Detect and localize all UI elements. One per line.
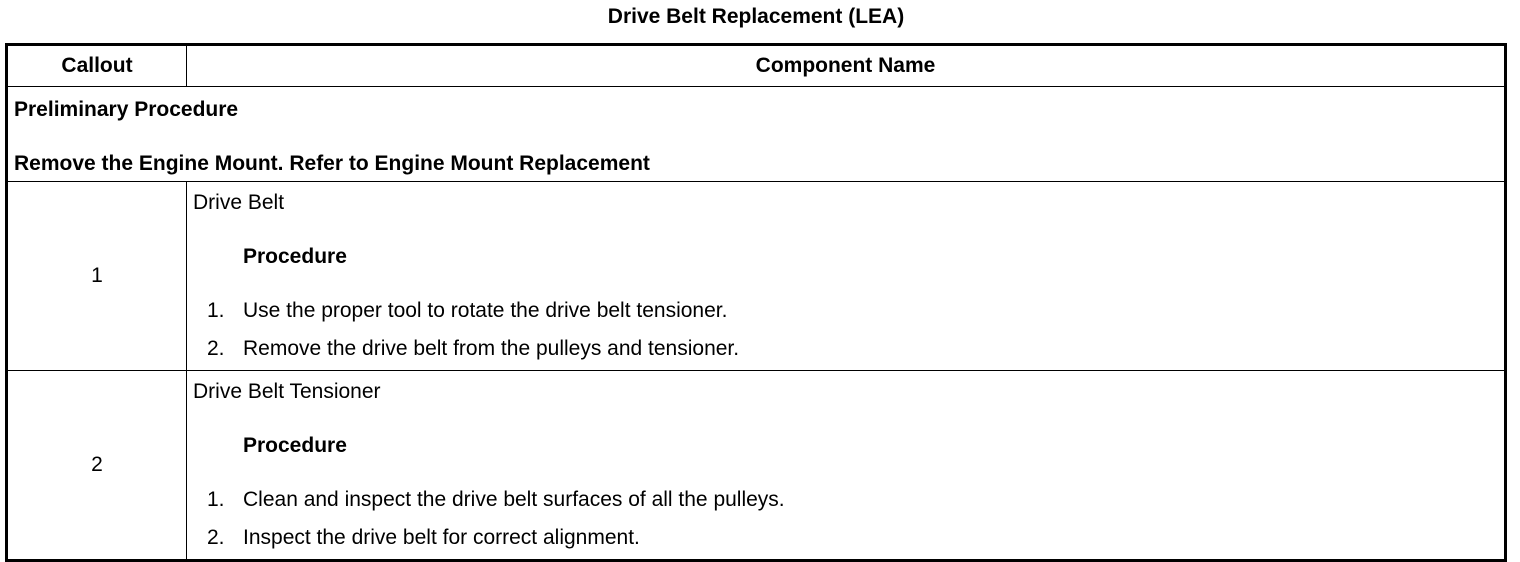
preliminary-cell (7, 87, 1506, 182)
preliminary-text: Remove the Engine Mount. Refer to Engine Mount Replacement (14, 152, 650, 175)
procedure-heading: Procedure (243, 245, 347, 268)
procedure-steps (193, 298, 1504, 366)
procedure-step (193, 298, 1504, 324)
procedure-table (5, 43, 1507, 562)
component-cell (187, 182, 1506, 371)
procedure-steps (193, 487, 1504, 555)
step-text: Use the proper tool to rotate the drive belt tensioner. (243, 299, 728, 322)
step-number: 2. (207, 337, 225, 360)
component-name: Drive Belt (193, 191, 285, 214)
preliminary-heading: Preliminary Procedure (14, 98, 239, 121)
callout-number: 2 (7, 371, 187, 561)
procedure-step (193, 332, 1504, 366)
procedure-step (193, 487, 1504, 513)
page-title: Drive Belt Replacement (LEA) (607, 5, 905, 28)
step-number: 2. (207, 526, 225, 549)
procedure-step (193, 521, 1504, 555)
preliminary-row (7, 87, 1506, 182)
procedure-heading: Procedure (243, 434, 347, 457)
table-header-row (7, 45, 1506, 87)
step-text: Remove the drive belt from the pulleys and tensioner. (243, 337, 740, 360)
callout-column-header: Callout (7, 45, 187, 87)
step-number: 1. (207, 488, 225, 511)
component-name: Drive Belt Tensioner (193, 380, 381, 403)
step-number: 1. (207, 299, 225, 322)
step-text: Inspect the drive belt for correct alignment. (243, 526, 640, 549)
callout-number: 1 (7, 182, 187, 371)
component-name-column-header: Component Name (187, 45, 1506, 87)
table-row (7, 371, 1506, 561)
step-text: Clean and inspect the drive belt surfaces of all the pulleys. (243, 488, 785, 511)
component-cell (187, 371, 1506, 561)
table-row (7, 182, 1506, 371)
